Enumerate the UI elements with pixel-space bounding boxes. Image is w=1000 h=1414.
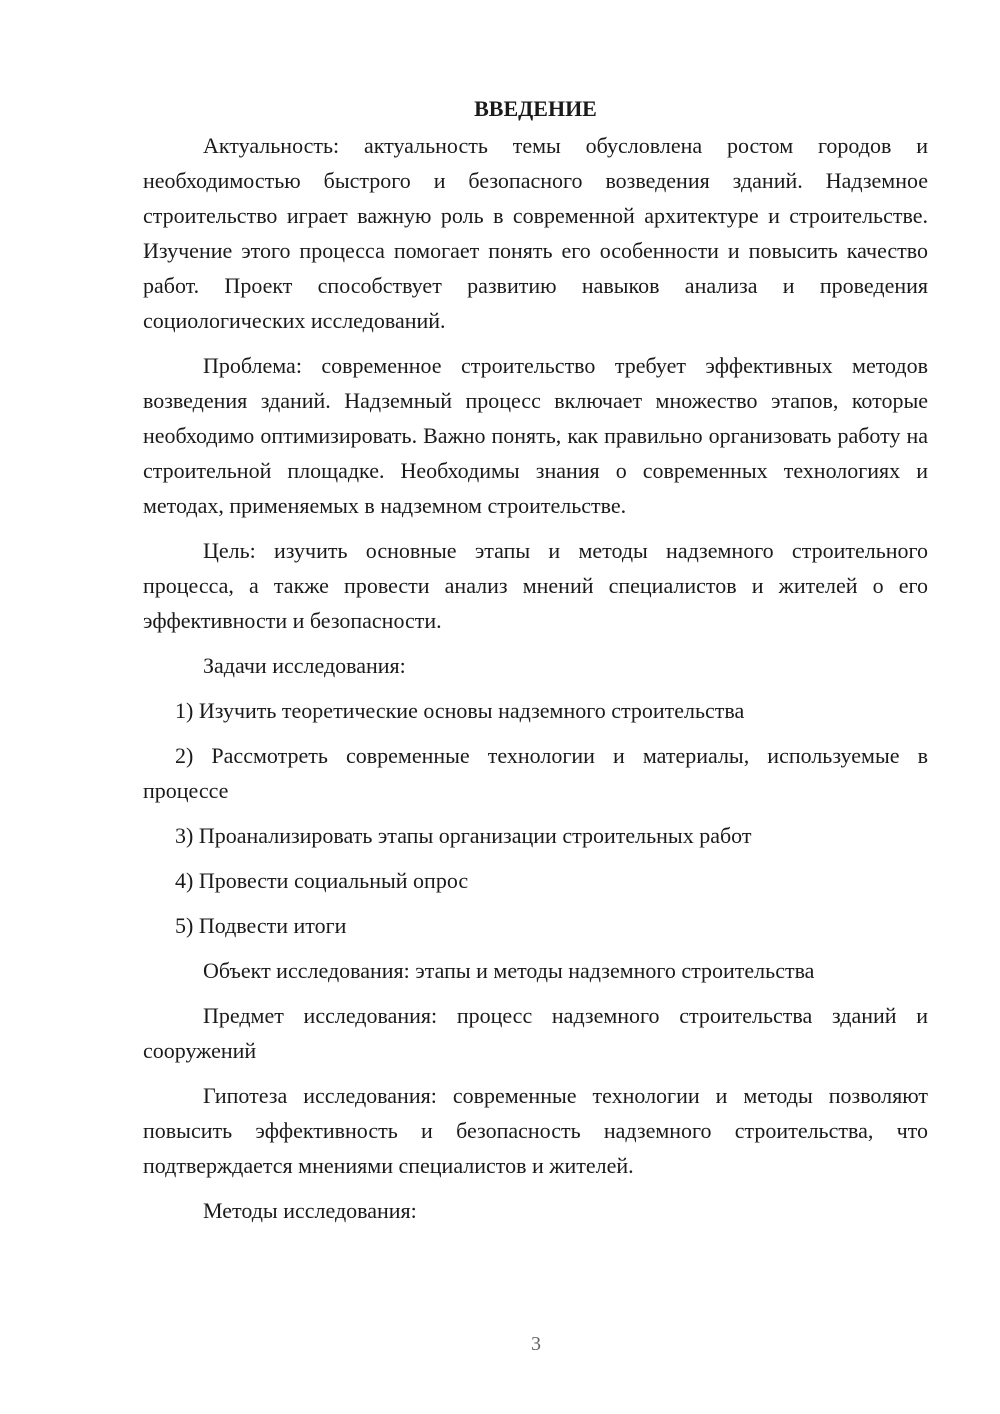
list-item: 3) Проанализировать этапы организации строительных работ	[175, 823, 752, 848]
tasks-heading: Задачи исследования:	[203, 653, 406, 678]
page-number: 3	[531, 1333, 541, 1355]
paragraph-goal: Цель: изучить основные этапы и методы надземного строительного процесса, а также провести анализ мнений специалистов и жителей о его эффективности и безопасности.	[143, 538, 928, 633]
paragraph-subject: Предмет исследования: процесс надземного строительства зданий и сооружений	[143, 1003, 928, 1063]
paragraph-hypothesis: Гипотеза исследования: современные технологии и методы позволяют повысить эффективность и безопасность надземного строительства, что подтверждается мнениями специалистов и жителей.	[143, 1083, 928, 1178]
paragraph-object: Объект исследования: этапы и методы надземного строительства	[203, 958, 815, 983]
list-item: 4) Провести социальный опрос	[175, 868, 469, 893]
tasks-list	[143, 693, 928, 943]
list-item: 5) Подвести итоги	[175, 913, 347, 938]
paragraph-relevance: Актуальность: актуальность темы обусловлена ростом городов и необходимостью быстрого и безопасного возведения зданий. Надземное строительство играет важную роль в современной архитектуре и строительстве. Изучение этого процесса помогает понять его особенности и повысить качество работ. Проект способствует развитию навыков анализа и проведения социологических исследований.	[143, 133, 928, 333]
methods-heading: Методы исследования:	[203, 1198, 417, 1223]
document-page	[143, 94, 928, 1238]
section-title: ВВЕДЕНИЕ	[474, 96, 597, 121]
list-item: 1) Изучить теоретические основы надземного строительства	[175, 698, 745, 723]
list-item: 2) Рассмотреть современные технологии и материалы, используемые в процессе	[143, 743, 928, 803]
paragraph-problem: Проблема: современное строительство требует эффективных методов возведения зданий. Надземный процесс включает множество этапов, которые необходимо оптимизировать. Важно понять, как правильно организовать работу на строительной площадке. Необходимы знания о современных технологиях и методах, применяемых в надземном строительстве.	[143, 353, 928, 518]
